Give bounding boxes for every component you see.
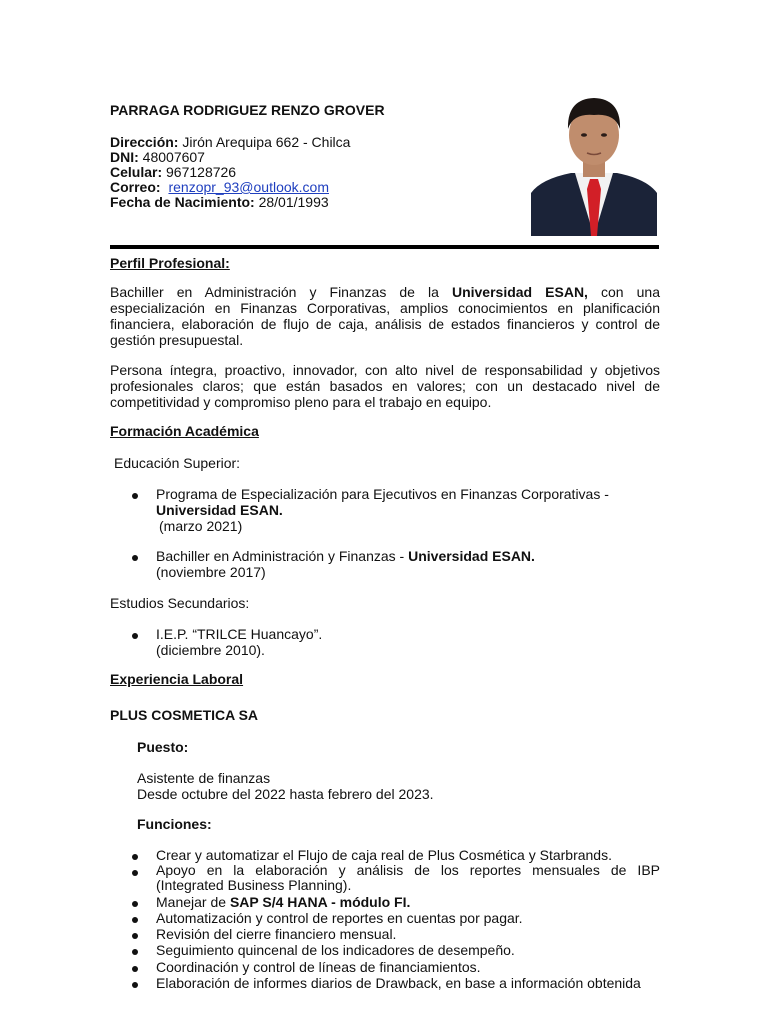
puesto-label: Puesto: [137, 739, 189, 755]
phone-line [110, 164, 236, 180]
bullet-icon [132, 982, 138, 988]
full-name: PARRAGA RODRIGUEZ RENZO GROVER [110, 102, 385, 118]
bullet-icon [132, 870, 138, 876]
perfil-heading: Perfil Profesional: [110, 255, 230, 271]
education-item-bachiller [156, 548, 660, 580]
periodo: Desde octubre del 2022 hasta febrero del 2023. [137, 786, 434, 802]
email-line [110, 179, 329, 195]
formacion-heading: Formación Académica [110, 423, 259, 439]
function-item-2-line-1: Apoyo en la elaboración y análisis de los reportes mensuales de IBP [156, 862, 660, 878]
bullet-icon [132, 917, 138, 923]
bullet-icon [132, 966, 138, 972]
function-item: Crear y automatizar el Flujo de caja real de Plus Cosmética y Starbrands. [156, 847, 612, 863]
email-link[interactable]: renzopr_93@outlook.com [168, 179, 329, 195]
funciones-label: Funciones: [137, 816, 212, 832]
company-name: PLUS COSMETICA SA [110, 707, 259, 723]
education-item-1-text: Programa de Especialización para Ejecutivos en Finanzas Corporativas - [156, 486, 609, 502]
address-label: Dirección: [110, 134, 179, 150]
address-value: Jirón Arequipa 662 - Chilca [182, 134, 351, 150]
bullet-icon [132, 949, 138, 955]
function-item-2-line-2: (Integrated Business Planning). [156, 877, 352, 893]
email-label: Correo: [110, 179, 161, 195]
function-item: Coordinación y control de líneas de financiamientos. [156, 959, 481, 975]
function-item [156, 863, 660, 893]
bullet-icon [132, 555, 138, 561]
birthdate-line [110, 194, 329, 210]
function-item: Automatización y control de reportes en cuentas por pagar. [156, 910, 523, 926]
education-item-1-university: Universidad ESAN. [156, 502, 283, 518]
education-item-2-date: (noviembre 2017) [156, 564, 266, 580]
function-item [156, 894, 410, 910]
function-item: Seguimiento quincenal de los indicadores de desempeño. [156, 942, 515, 958]
experiencia-heading: Experiencia Laboral [110, 671, 244, 687]
perfil-paragraph-2: Persona íntegra, proactivo, innovador, con alto nivel de responsabilidad y objetivos profesionales claros; que están basados en valores; con un destacado nivel de competitividad y compromiso pleno para el trabajo en equipo. [110, 362, 660, 410]
puesto-value: Asistente de finanzas [137, 770, 271, 786]
superior-label: Educación Superior: [114, 455, 241, 471]
dni-label: DNI: [110, 149, 139, 165]
dni-value: 48007607 [142, 149, 205, 165]
bullet-icon [132, 854, 138, 860]
bullet-icon [132, 933, 138, 939]
education-item-2-university: Universidad ESAN. [408, 548, 535, 564]
perfil-p1-rest: con una especialización en Finanzas Corporativas, amplios conocimientos en planificación financiera, elaboración de flujo de caja, análisis de estados financieros y control de gestión presupuestal. [110, 284, 660, 348]
header-divider [110, 245, 659, 249]
education-item-3-date: (diciembre 2010). [156, 642, 265, 658]
function-item-3-text: Manejar de [156, 894, 230, 910]
perfil-p1-university: Universidad ESAN, [451, 284, 588, 300]
education-item-3-text: I.E.P. “TRILCE Huancayo”. [156, 626, 323, 642]
bullet-icon [132, 633, 138, 639]
education-item-2-text: Bachiller en Administración y Finanzas - [156, 548, 409, 564]
education-item-1-date: (marzo 2021) [159, 518, 243, 534]
education-item-secundaria [156, 626, 660, 658]
profile-photo [531, 93, 657, 236]
bullet-icon [132, 493, 138, 499]
secundarios-label: Estudios Secundarios: [110, 595, 250, 611]
function-item: Revisión del cierre financiero mensual. [156, 926, 397, 942]
phone-value: 967128726 [166, 164, 237, 180]
education-item-especializacion [156, 486, 660, 534]
birthdate-value: 28/01/1993 [258, 194, 329, 210]
address-line [110, 134, 350, 150]
phone-label: Celular: [110, 164, 163, 180]
function-item-3-sap: SAP S/4 HANA - módulo FI. [229, 894, 411, 910]
bullet-icon [132, 901, 138, 907]
birthdate-label: Fecha de Nacimiento: [110, 194, 255, 210]
perfil-paragraph-1 [110, 284, 660, 348]
perfil-p1-text: Bachiller en Administración y Finanzas de la [110, 284, 452, 300]
dni-line [110, 149, 205, 165]
function-item: Elaboración de informes diarios de Drawback, en base a información obtenida [156, 975, 641, 991]
